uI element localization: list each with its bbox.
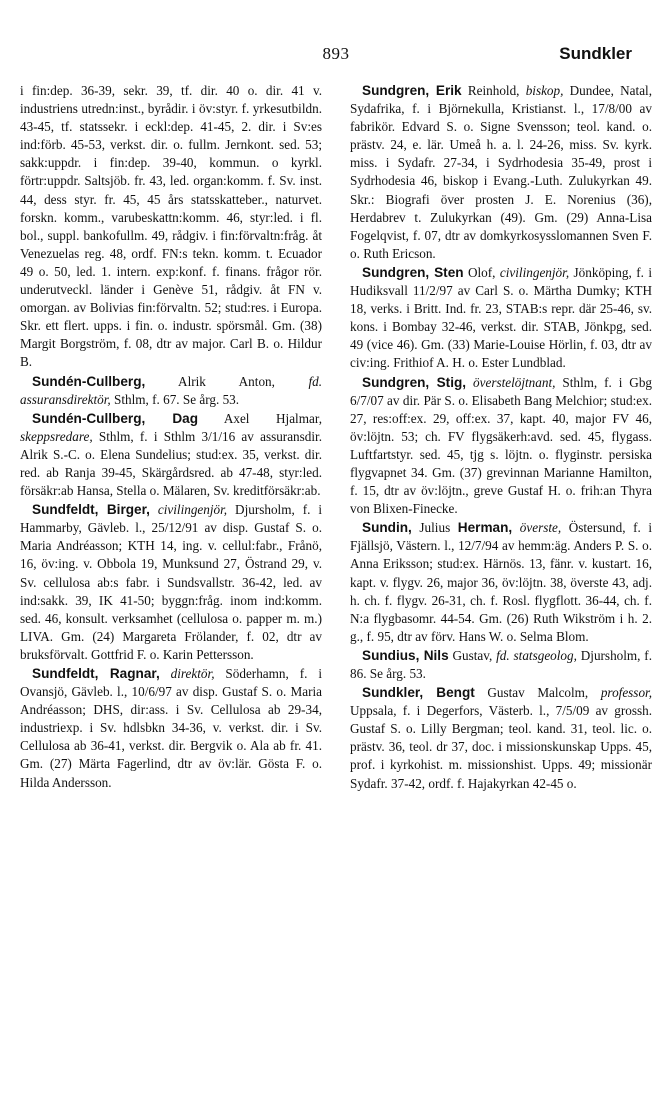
entry-sunden-cullberg-alrik (20, 373, 322, 409)
entry-name: Sundgren, Stig, (362, 374, 467, 390)
entry-sundin-herman (350, 519, 652, 646)
entry-name: Sundgren, Erik (362, 83, 462, 98)
entry-name: Sundfeldt, Ragnar, (32, 666, 160, 681)
entry-given: Gustav Malcolm, (474, 685, 601, 701)
entry-given (160, 666, 171, 681)
entry-name: Sundin, (362, 520, 412, 536)
entry-title: professor, (600, 685, 652, 701)
entry-given: Gustav, (448, 647, 497, 663)
entry-text: i fin:dep. 36-39, sekr. 39, tf. dir. 40 o. dir. 41 v. industriens utredn:inst., byrådir. i öv:styr. f. yrkesutbildn. 43-45, tf. statssekr. i eckl:dep. 41-45, 2. dir. i Sv:es ind:förb. 45-53, verkst. dir. o. fullm. Jernkont. sed. 53; sakk:uppdr. i fin:dep. 39-40, kommun. o kyrkl. förtr:uppdr. Saltsjöb. fr. 43, led. organ:komm. f. Sv. inst. 44, dess styr. fr. 45, 45 års statsskatteber., naturvet. forskn. komm., varubeskattn:komm. 46, styr:led. i fl. bol., suppl. bankofullm. 49, rådgiv. i fin:förvaltn:fråg. åt Venezuelas reg. 48, ordf. FN:s tekn. komm. t. Ecuador 49 o. 50, led. 1. intern. exp:konf. f. finans. frågor rör. underutveckl. länder i Genève 51, rådgiv. åt FN v. omorgan. av Bolivias fin:förvaltn. 52; stud:res. i Europa. Skr. ett flert. upps. i fin. o. industr. spörsmål. Gm. (38) Margit Borgström, f. 08, dtr av major. Carl B. o. Hildur B. (20, 83, 322, 370)
entry-text: Sthlm, f. 67. Se årg. 53. (110, 391, 240, 407)
entry-text: Uppsala, f. i Degerfors, Västerb. l., 7/5/09 av grossh. Gustaf S. o. Lilly Bergman; teol. kand. 31, teol. lic. o. prästv. 36, teol. dr 37, doc. i missionskunskap Upps. 45, prof. i kyrkohist. m. missionshist. Upps. 49; missionär Sydafr. 37-42, ordf. f. Hajakyrkan 42-45 o. (350, 703, 652, 791)
entry-text: Sthlm, f. i Sthlm 3/1/16 av assuransdir. Alrik S.-C. o. Elena Sundelius; stud:ex. 35, verkst. dir. red. ab Ranja 39-45, Skärgårdsred. ab 47-48, styr:led. försäkr:ab Hansa, Stella o. Mälaren, Sv. kreditförsäkr:ab. (20, 428, 322, 499)
left-column (20, 82, 322, 793)
entry-sundius-nils (350, 647, 652, 683)
entry-title: fd. statsgeolog, (496, 647, 577, 663)
entry-continued (20, 82, 322, 372)
entry-sundfeldt-birger (20, 501, 322, 664)
entry-name: Sundgren, Sten (362, 264, 464, 280)
entry-given: Reinhold, (461, 83, 526, 98)
entry-given: Julius (411, 520, 458, 536)
entry-given: Alrik Anton, (145, 373, 309, 389)
entry-name: Sundén-Cullberg, Dag (32, 410, 198, 426)
entry-title: civilingenjör, (499, 264, 570, 280)
entry-title: överste, (519, 520, 562, 536)
entry-text: Söderhamn, f. i Ovansjö, Gävleb. l., 10/6/97 av disp. Gustaf S. o. Maria Andréasson; DHS, dir:ass. i Sv. Cellulosa ab 29-34, industriexp. i Sv. hdlsbkn 34-36, v. verkst. dir. i Sv. Cellulosa ab 36-41, verkst. dir. Bergvik o. Ala ab fr. 41. Gm. (27) Märta Fagerlind, dtr av öv:lär. Gösta F. o. Hilda Andersson. (20, 666, 322, 790)
entry-name-bold: Herman, (457, 520, 513, 536)
entry-given (466, 375, 473, 390)
entry-title: direktör, (170, 666, 215, 681)
entry-sundgren-erik (350, 82, 652, 263)
entry-given (150, 502, 158, 517)
entry-title: civilingenjör, (157, 502, 228, 518)
entry-title: biskop, (525, 83, 564, 98)
entry-given: Olof, (463, 264, 500, 280)
entry-text: Jönköping, f. i Hudiksvall 11/2/97 av Carl S. o. Märtha Dumky; KTH 18, verks. i Britt. Ind. fr. 23, STAB:s repr. där 25-46, sv. kons. i Bombay 32-46, verkst. dir. STAB, Jönkpg, sed. 49 (vice 46). Gm. (33) Marie-Louise Hörlin, f. 03, dtr av civ:ing. Frithiof A. H. o. Ester Lundblad. (350, 264, 652, 371)
entry-given: Axel Hjalmar, (198, 410, 322, 426)
entry-text: Djursholm, f. 86. Se årg. 53. (350, 647, 652, 681)
entry-title: överstelöjtnant, (473, 374, 556, 390)
entry-name: Sundius, Nils (362, 647, 449, 663)
entry-text: Sthlm, f. i Gbg 6/7/07 av dir. Pär S. o. Elisabeth Bang Melchior; stud:ex. 27, res:off:ex. 29, off:ex. 37, kapt. 40, major FV 46, öv:löjtn. 53; ch. FV flygsäkerh:avd. sed. 45, flygass. Luftfartstyr. sed. 45, tjg s. löjtn. o. flyginstr. persiska flygvapnet 34. Gm. (37) grevinnan Marianne Hamilton, f. 15, dtr av öv:löjtn., greve Gustaf H. o. frih:an Thyra von Blixen-Finecke. (350, 374, 653, 517)
right-column (350, 82, 652, 794)
running-head: Sundkler (559, 44, 632, 63)
entry-sundgren-sten (350, 264, 652, 373)
entry-text: Östersund, f. i Fjällsjö, Västern. l., 12/7/94 av hemm:äg. Anders P. S. o. Anna Eriksson; stud:ex. Härnös. 13, fänr. v. kustart. 16, kapt. v. flygv. 26, major 36, öv:löjtn. 38, överste 43, adj. h. ch. f. flygv. 26-31, ch. f. Rosl. flygflott. 36-44, ch. f. N:a flygbasomr. 44-54. Gm. (26) Ruth Wikström i h. 2. g., f. 95, dtr av förv. Hans W. o. Selma Blom. (350, 520, 653, 644)
entry-title: skeppsredare, (20, 428, 93, 444)
entry-name: Sundkler, Bengt (362, 685, 475, 701)
entry-sundfeldt-ragnar (20, 665, 322, 792)
entry-sundgren-stig (350, 374, 652, 519)
entry-sunden-cullberg-dag (20, 410, 322, 500)
page-number: 893 (322, 44, 350, 63)
entry-title: fd. assuransdirektör, (20, 373, 322, 407)
entry-sundkler-bengt (350, 684, 652, 793)
entry-text: Dundee, Natal, Sydafrika, f. i Björnekulla, Kristianst. l., 17/8/00 av fabrikör. Edvard S. o. Signe Svensson; teol. kand. o. prästv. 24, e. lär. Umeå h. a. l. 24-26, miss. Sv. kyrk. miss. i Sydafr. 27-34, i Sydrhodesia 35-49, prost i Sydrhodesia 46, biskop i Evang.-Luth. Zulukyrkan 49. Skr.: Biografi över prosten J. E. Norenius (36), Herdabrev t. Zulukyrkan (49). Gm. (29) Anna-Lisa Fogelqvist, f. 07, dtr av domkyrkosysslomannen Sven F. o. Ruth Ericson. (350, 83, 653, 261)
entry-text: Djursholm, f. i Hammarby, Gävleb. l., 25/12/91 av disp. Gustaf S. o. Maria Andréasson; KTH 14, ing. v. cellul:fabr., Frånö, 16, öv:ing. v. Obbola 19, Munksund 27, Östrand 29, v. Sv. cellulosa ab:s fabr. i Sundsvallstr. 36-42, led. av ind:sakk. 39, IK 41-50; byggn:fråg. inom ind:komm. sed. 46, konsult. verksamhet (cellulosa o. papper m. m.) LIVA. Gm. (24) Margareta Frölander, f. 02, dtr av bruksförvalt. Gottfrid F. o. Karin Pettersson. (20, 502, 322, 662)
entry-name: Sundfeldt, Birger, (32, 502, 150, 518)
entry-name: Sundén-Cullberg, (32, 373, 146, 389)
